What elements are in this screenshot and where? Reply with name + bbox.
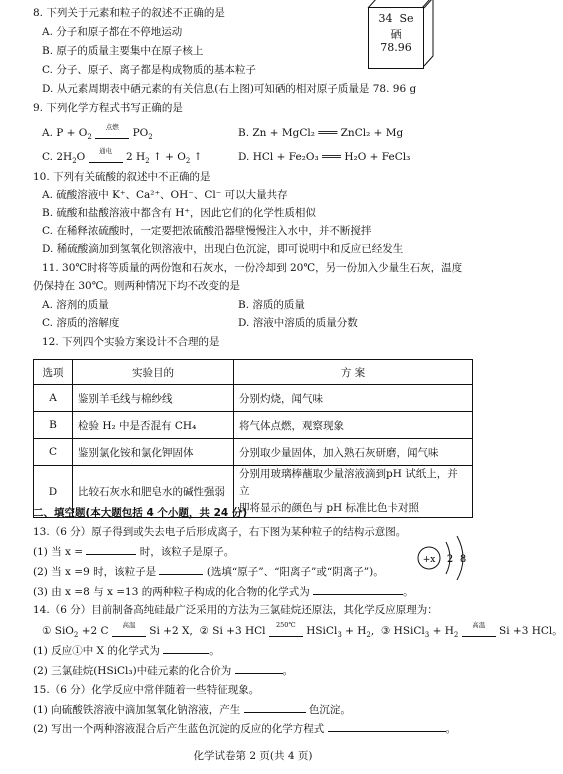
row-plan-line1: 分别用玻璃棒蘸取少量溶液滴到pH 试纸上，并立	[239, 468, 458, 497]
table-header-row	[34, 360, 473, 385]
q11-line1: 11. 30℃时将等质量的两份饱和石灰水，一份冷却到 20℃，另一份加入少量生石灰，温度	[42, 262, 463, 274]
q14-intro: 14.（6 分）目前制备高纯硅最广泛采用的方法为三氯硅烷还原法，其化学反应原理为：	[33, 604, 438, 616]
q15-part2: (2) 写出一个两种溶液混合后产生蓝色沉淀的反应的化学方程式 。	[33, 723, 457, 735]
q14-part2: (2) 三氯硅烷(HSiCl₃)中硅元素的化合价为 。	[33, 665, 294, 677]
q10-option-a: A. 硫酸溶液中 K⁺、Ca²⁺、OH⁻、Cl⁻ 可以大量共存	[42, 189, 288, 201]
row-option: B	[34, 412, 73, 439]
q15-blank1[interactable]	[244, 702, 306, 713]
header-plan: 方 案	[234, 360, 473, 385]
q8-option-d: D. 从元素周期表中硒元素的有关信息(右上图)可知硒的相对原子质量是 78. 96 g	[42, 83, 417, 95]
q8-option-c: C. 分子、原子、离子都是构成物质的基本粒子	[42, 64, 256, 76]
atom-structure-diagram	[415, 533, 495, 583]
q15-intro: 15.（6 分）化学反应中常伴随着一些特征现象。	[33, 684, 260, 696]
q10-option-d: D. 稀硫酸滴加到氢氧化钡溶液中，出现白色沉淀，即可说明中和反应已经发生	[42, 243, 404, 255]
section-title: 二、填空题(本大题包括 4 个小题，共 24 分)	[33, 507, 248, 519]
row-plan: 分别灼烧，闻气味	[234, 385, 473, 412]
card-side-face	[424, 2, 433, 66]
q13-intro: 13.（6 分）原子得到或失去电子后形成离子，右下图为某种粒子的结构示意图。	[33, 526, 407, 538]
q9-stem: 9. 下列化学方程式书写正确的是	[33, 102, 183, 114]
q8-stem: 8. 下列关于元素和粒子的叙述不正确的是	[33, 7, 225, 19]
q14-blank1[interactable]	[163, 643, 209, 654]
q14-reactions: ① SiO$_2$ +2 C 高温 Si +2 X, ② Si +3 HCl 250℃ HSiCl$_3$ + $H_2$, ③ HSiCl$_3$ + $H_2$ 高温 Si +3 HCl。	[42, 621, 563, 640]
q13-blank2[interactable]	[159, 564, 203, 575]
q10-option-b: B. 硫酸和盐酸溶液中都含有 H⁺，因此它们的化学性质相似	[42, 207, 316, 219]
shell1-electrons: 2	[446, 554, 454, 565]
row-option: D	[34, 466, 73, 518]
q9-option-d: D. HCl + Fe₂O₃ ═══ H₂O + FeCl₃	[238, 151, 411, 163]
q13-blank3[interactable]	[313, 584, 403, 595]
shell2-electrons: 8	[459, 554, 467, 565]
experiment-plan-table	[33, 359, 473, 518]
page-footer: 化学试卷第 2 页(共 4 页)	[193, 750, 313, 762]
q11-option-d: D. 溶液中溶质的质量分数	[238, 317, 358, 329]
row-option: A	[34, 385, 73, 412]
selenium-element-card	[368, 7, 424, 69]
row-plan: 分别取少量固体，加入熟石灰研磨，闻气味	[234, 439, 473, 466]
q15-blank2[interactable]	[328, 721, 446, 732]
element-number-symbol: 34 Se	[378, 12, 414, 25]
nucleus-label: +x	[422, 555, 436, 565]
q11-option-a: A. 溶剂的质量	[42, 299, 109, 311]
table-row	[34, 412, 473, 439]
card-top-face	[368, 0, 431, 8]
q11-line2: 仍保持在 30℃。则两种情况下均不改变的是	[33, 280, 240, 292]
q13-blank1[interactable]	[86, 544, 136, 555]
element-name: 硒	[390, 28, 402, 41]
q9-option-b: B. Zn + MgCl₂ ═══ ZnCl₂ + Mg	[238, 127, 404, 139]
q13-part2: (2) 当 x =9 时，该粒子是 (选填“原子”、“阳离子”或“阴离子”)。	[33, 566, 384, 578]
table-row	[34, 385, 473, 412]
row-goal: 比较石灰水和肥皂水的碱性强弱	[73, 466, 234, 518]
q11-option-b: B. 溶质的质量	[238, 299, 305, 311]
q10-stem: 10. 下列有关硫酸的叙述中不正确的是	[33, 171, 211, 183]
table-row	[34, 439, 473, 466]
header-option: 选项	[34, 360, 73, 385]
row-option: C	[34, 439, 73, 466]
q9-option-a: A. $P + O_2$ 点燃 $PO_2$	[42, 123, 153, 142]
q8-option-b: B. 原子的质量主要集中在原子核上	[42, 45, 204, 57]
q9-option-c: C. $2H_2O$ 通电 2 $H_2$ ↑ + $O_2$ ↑	[42, 147, 203, 166]
q12-stem: 12. 下列四个实验方案设计不合理的是	[42, 336, 220, 348]
q11-option-c: C. 溶质的溶解度	[42, 317, 120, 329]
q8-option-a: A. 分子和原子都在不停地运动	[42, 26, 183, 38]
row-plan	[234, 466, 473, 518]
q13-part1: (1) 当 x = 时，该粒子是原子。	[33, 546, 235, 558]
row-goal: 鉴别氯化铵和氯化钾固体	[73, 439, 234, 466]
q14-part1: (1) 反应①中 X 的化学式为 。	[33, 645, 220, 657]
header-goal: 实验目的	[73, 360, 234, 385]
row-goal: 鉴别羊毛线与棉纱线	[73, 385, 234, 412]
row-goal: 检验 H₂ 中是否混有 CH₄	[73, 412, 234, 439]
row-plan-line2: 即将显示的颜色与 pH 标准比色卡对照	[239, 502, 420, 514]
q15-part1: (1) 向硫酸铁溶液中滴加氢氧化钠溶液，产生 色沉淀。	[33, 704, 351, 716]
q13-part3: (3) 由 x =8 与 x =13 的两种粒子构成的化合物的化学式为 。	[33, 586, 414, 598]
row-plan: 将气体点燃，观察现象	[234, 412, 473, 439]
q10-option-c: C. 在稀释浓硫酸时，一定要把浓硫酸沿器壁慢慢注入水中，并不断搅拌	[42, 225, 372, 237]
element-mass: 78.96	[380, 41, 412, 54]
q14-blank2[interactable]	[235, 663, 283, 674]
